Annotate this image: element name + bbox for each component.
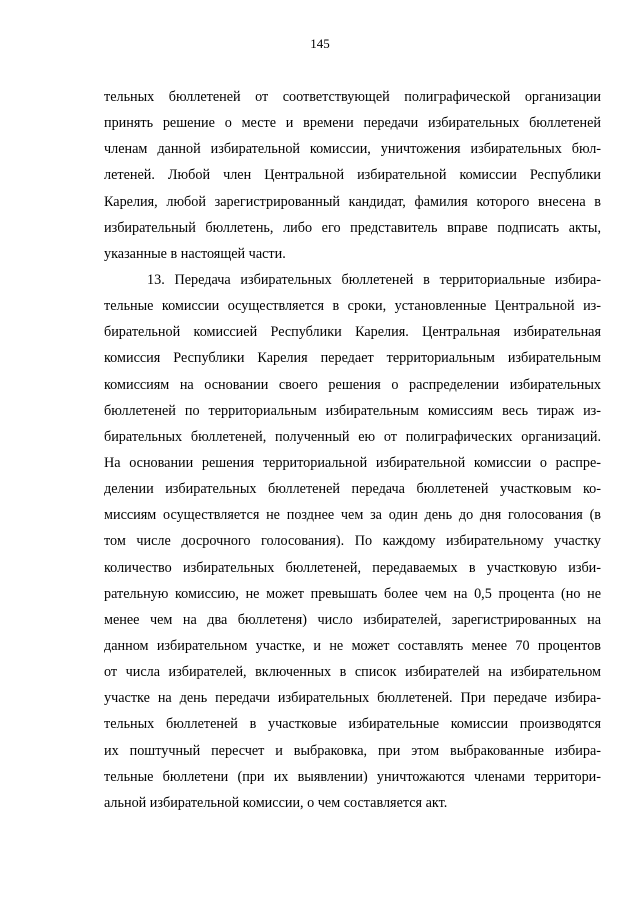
text-line: участке на день передачи избирательных бюллетеней. При передаче избира- xyxy=(104,690,601,707)
text-line: 13. Передача избирательных бюллетеней в территориальные избира- xyxy=(147,271,601,288)
paragraph-continued xyxy=(104,84,601,267)
text-line: их поштучный пересчет и выбраковка, при этом выбракованные избира- xyxy=(104,742,601,759)
body-text xyxy=(104,84,601,816)
text-line: количество избирательных бюллетеней, передаваемых в участковую изби- xyxy=(104,559,601,576)
text-line: альной избирательной комиссии, о чем составляется акт. xyxy=(104,794,448,811)
text-line: комиссия Республики Карелия передает территориальным избирательным xyxy=(104,350,601,367)
text-line: бюллетеней по территориальным избирательным комиссиям весь тираж из- xyxy=(104,402,601,419)
text-line: избирательный бюллетень, либо его представитель вправе подписать акты, xyxy=(104,219,601,236)
text-line: том числе досрочного голосования). По каждому избирательному участку xyxy=(104,533,601,550)
text-line: миссиям осуществляется не позднее чем за один день до дня голосования (в xyxy=(104,507,601,524)
text-line: тельные комиссии осуществляется в сроки, установленные Центральной из- xyxy=(104,298,601,315)
text-line: летеней. Любой член Центральной избирательной комиссии Республики xyxy=(104,167,601,184)
text-line: тельные бюллетени (при их выявлении) уничтожаются членами территори- xyxy=(104,768,601,785)
text-line: рательную комиссию, не может превышать более чем на 0,5 процента (но не xyxy=(104,585,601,602)
text-line: На основании решения территориальной избирательной комиссии о распре- xyxy=(104,454,601,471)
text-line: делении избирательных бюллетеней передача бюллетеней участковым ко- xyxy=(104,481,601,498)
text-line: бирательных бюллетеней, полученный ею от полиграфических организаций. xyxy=(104,428,601,445)
text-line: тельных бюллетеней от соответствующей полиграфической организации xyxy=(104,89,601,105)
text-line: принять решение о месте и времени передачи избирательных бюллетеней xyxy=(104,115,601,132)
text-line: указанные в настоящей части. xyxy=(104,245,286,262)
text-line: данном избирательном участке, и не может составлять менее 70 процентов xyxy=(104,637,601,654)
paragraph-item-13 xyxy=(104,267,601,816)
page-number: 145 xyxy=(310,36,330,51)
text-line: членам данной избирательной комиссии, уничтожения избирательных бюл- xyxy=(104,141,601,158)
text-line: от числа избирателей, включенных в список избирателей на избирательном xyxy=(104,664,601,681)
text-line: менее чем на два бюллетеня) число избирателей, зарегистрированных на xyxy=(104,611,601,628)
text-line: тельных бюллетеней в участковые избирательные комиссии производятся xyxy=(104,716,601,733)
text-line: бирательной комиссией Республики Карелия. Центральная избирательная xyxy=(104,324,601,341)
text-line: Карелия, любой зарегистрированный кандидат, фамилия которого внесена в xyxy=(104,193,601,210)
text-line: комиссиям на основании своего решения о распределении избирательных xyxy=(104,376,601,393)
